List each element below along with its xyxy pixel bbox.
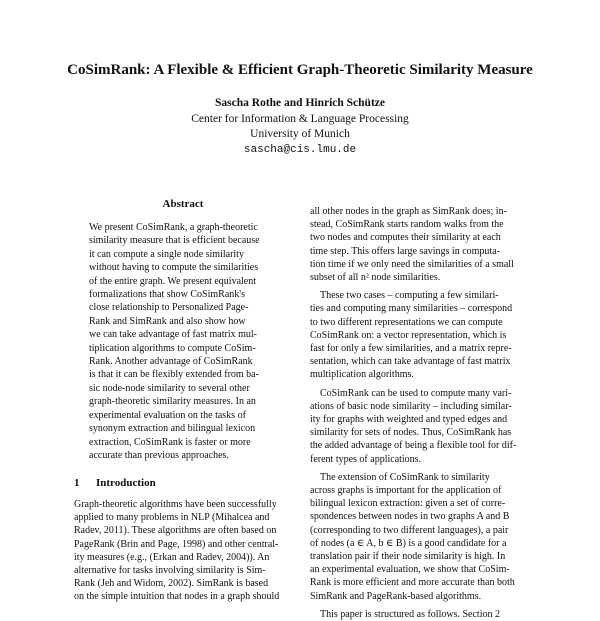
body-line: similarity for sets of nodes. Thus, CoSimRank has xyxy=(310,427,512,439)
body-line: CoSimRank can be used to compute many vari- xyxy=(320,387,512,399)
abstract-line: extraction, CoSimRank is faster or more xyxy=(89,436,251,448)
abstract-line: is that it can be flexibly extended from ba- xyxy=(89,369,259,381)
body-line: time step. This offers large savings in computa- xyxy=(310,245,500,257)
intro-line: applied to many problems in NLP (Mihalcea and xyxy=(74,512,270,524)
intro-line: Graph-theoretic algorithms have been successfully xyxy=(74,499,277,510)
body-line: This paper is structured as follows. Section 2 xyxy=(320,608,500,620)
abstract-line: similarity measure that is efficient because xyxy=(89,235,260,247)
body-line: The extension of CoSimRank to similarity xyxy=(320,471,490,483)
intro-line: Radev, 2011). These algorithms are often based on xyxy=(74,525,277,537)
body-line: bilingual lexicon extraction: given a set of corre- xyxy=(310,498,506,510)
paper-title: CoSimRank: A Flexible & Efficient Graph-Theoretic Similarity Measure xyxy=(67,62,533,78)
abstract-line: accurate than previous approaches. xyxy=(89,449,229,461)
body-line: ferent types of applications. xyxy=(310,453,422,465)
abstract-line: close relationship to Personalized Page- xyxy=(89,302,249,314)
body-line: SimRank and PageRank-based algorithms. xyxy=(310,590,482,602)
body-line: across graphs is important for the application of xyxy=(310,485,502,497)
body-line: fast for only a few similarities, and a matrix repre- xyxy=(310,343,512,355)
body-line: Rank is more efficient and more accurate than both xyxy=(310,577,515,589)
abstract-line: We present CoSimRank, a graph-theoretic xyxy=(89,222,258,233)
body-line: CoSimRank on: a vector representation, which is xyxy=(310,329,507,341)
authors: Sascha Rothe and Hinrich Schütze xyxy=(215,97,385,109)
intro-line: PageRank (Brin and Page, 1998) and other central- xyxy=(74,538,279,550)
body-line: to two different representations we can compute xyxy=(310,316,503,328)
affiliation-line-1: Center for Information & Language Processing xyxy=(191,113,409,125)
abstract-line: graph-theoretic similarity measures. In an xyxy=(89,396,256,408)
body-line: ties and computing many similarities – correspond xyxy=(310,303,513,315)
section-heading-introduction xyxy=(74,477,156,489)
right-column-body xyxy=(310,205,532,621)
abstract-line: Rank and SimRank and also show how xyxy=(89,315,246,327)
author-email: sascha@cis.lmu.de xyxy=(243,144,357,156)
abstract-line: it can compute a single node similarity xyxy=(89,248,244,260)
intro-line: ity measures (e.g., (Erkan and Radev, 2004)). An xyxy=(74,551,270,563)
body-line: stead, CoSimRank starts random walks from the xyxy=(310,219,504,231)
abstract-heading: Abstract xyxy=(162,198,204,210)
body-line: spondences between nodes in two graphs A and B xyxy=(310,511,510,523)
body-line: multiplication algorithms. xyxy=(310,369,414,381)
body-line: all other nodes in the graph as SimRank does; in- xyxy=(310,206,507,217)
body-line: two nodes and computes their similarity at each xyxy=(310,232,501,244)
body-line: of nodes (a ∈ A, b ∈ B) is a good candidate for a xyxy=(310,537,507,549)
abstract-line: tiplication algorithms to compute CoSim- xyxy=(89,342,256,354)
body-line: These two cases – computing a few similari- xyxy=(320,290,499,302)
introduction-body xyxy=(74,498,296,604)
body-line: sentation, which can take advantage of fast matrix xyxy=(310,356,511,368)
body-line: the added advantage of being a flexible tool for dif- xyxy=(310,440,517,452)
abstract-line: formalizations that show CoSimRank's xyxy=(89,289,245,301)
abstract-line: without having to compute the similarities xyxy=(89,262,259,274)
body-line: subset of all n² node similarities. xyxy=(310,272,441,284)
affiliation-line-2: University of Munich xyxy=(250,128,350,140)
body-line: tion time if we only need the similarities of a small xyxy=(310,258,514,270)
abstract-line: Rank. Another advantage of CoSimRank xyxy=(89,356,253,368)
section-title: Introduction xyxy=(96,477,156,489)
body-line: an experimental evaluation, we show that CoSim- xyxy=(310,564,510,576)
abstract-line: sic node-node similarity to several other xyxy=(89,382,250,394)
abstract-line: we can take advantage of fast matrix mul- xyxy=(89,329,257,341)
intro-line: Rank (Jeh and Widom, 2002). SimRank is based xyxy=(74,578,269,590)
abstract-line: synonym extraction and bilingual lexicon xyxy=(89,423,256,435)
body-line: (corresponding to two different languages), a pair xyxy=(310,524,509,536)
section-number: 1 xyxy=(74,477,80,489)
abstract-line: of the entire graph. We present equivalent xyxy=(89,275,257,287)
body-line: ity for graphs with weighted and typed edges and xyxy=(310,414,508,426)
abstract-body xyxy=(89,221,279,462)
intro-line: alternative for tasks involving similarity is Sim- xyxy=(74,565,266,577)
body-line: translation pair if their node similarity is high. In xyxy=(310,551,506,563)
abstract-line: experimental evaluation on the tasks of xyxy=(89,409,246,421)
intro-line: on the simple intuition that nodes in a graph should xyxy=(74,591,280,603)
body-line: ations of basic node similarity – including similar- xyxy=(310,400,512,412)
